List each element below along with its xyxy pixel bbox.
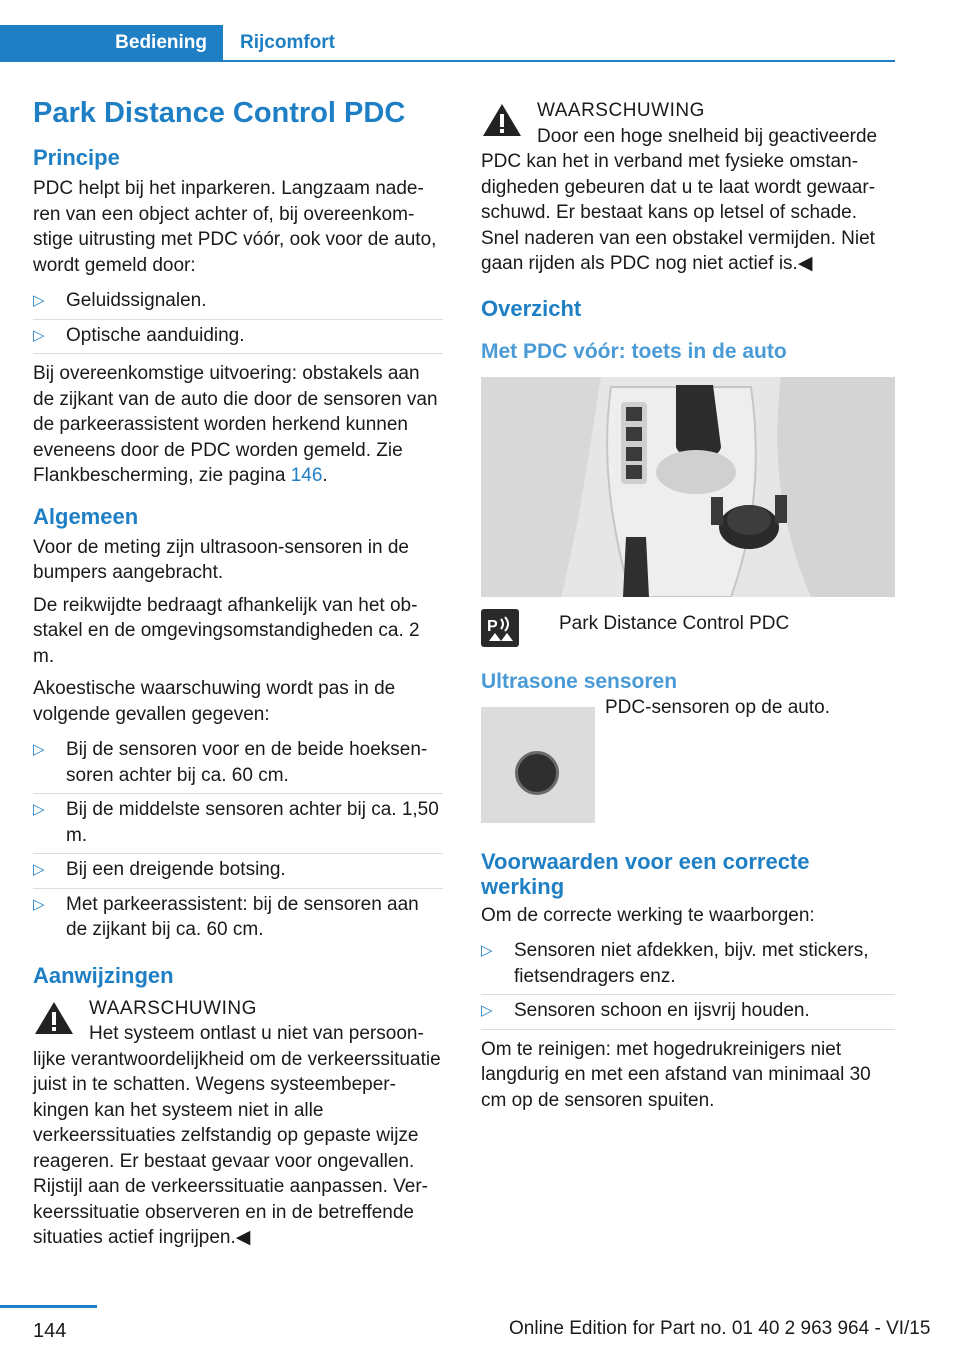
warning-text: Het systeem ontlast u niet van persoonlijke verantwoordelijkheid om de verkeerssituatie juist in te schatten. Wegens systeembeperkingen kan het systeem niet in alle verkeerssituaties zelfstandig op gepaste wijze reageren. Er bestaat gevaar voor ongevallen. Rijstijl aan de verkeerssituatie aanpassen. Verkeerssituatie observeren en in de betreffende situaties actief ingrijpen.◀ <box>33 1023 441 1248</box>
console-illustration <box>481 377 895 597</box>
triangle-bullet-icon: ▷ <box>33 801 45 818</box>
heading-voorwaarden: Voorwaarden voor een correcte werking <box>481 848 810 899</box>
warning-triangle-icon <box>33 1000 75 1036</box>
heading-principe: Principe <box>33 145 120 170</box>
right-column <box>481 96 895 1120</box>
heading-met-pdc: Met PDC vóór: toets in de auto <box>481 339 787 363</box>
tab-rijcomfort[interactable] <box>240 25 335 61</box>
warning-triangle-icon <box>481 102 523 138</box>
paragraph: Akoestische waarschuwing wordt pas in de volgende gevallen gegeven: <box>33 678 396 725</box>
paragraph: Om te reinigen: met hogedrukreinigers niet langdurig en met een afstand van minimaal 30 cm op de sensoren spuiten. <box>481 1038 871 1111</box>
chapter-tabs <box>0 25 895 63</box>
svg-text:P: P <box>487 617 498 635</box>
triangle-bullet-icon: ▷ <box>481 942 493 959</box>
warning-title: WAARSCHUWING <box>537 100 705 121</box>
list-item: ▷ Sensoren niet afdekken, bijv. met stickers, fietsendragers enz. <box>481 935 895 995</box>
paragraph: Bij overeenkomstige uitvoering: obstakels aan de zijkant van de auto die door de sensoren van de parkeerassistent worden herkend kunnen eveneens door de PDC worden gemeld. Zie Flankbescherming, zie pagina 146. <box>33 363 438 486</box>
sensor-figure <box>481 696 895 823</box>
paragraph: De reikwijdte bedraagt afhankelijk van het obstakel en de omgevingsomstandigheden ca. 2 m. <box>33 594 420 667</box>
page-link[interactable]: 146 <box>290 465 323 486</box>
warning-title: WAARSCHUWING <box>89 997 257 1019</box>
left-column <box>33 96 443 1259</box>
heading-algemeen: Algemeen <box>33 503 139 529</box>
list-item: ▷ Optische aanduiding. <box>33 320 443 355</box>
sensor-image <box>481 707 595 823</box>
triangle-bullet-icon: ▷ <box>33 895 45 913</box>
tab-bediening[interactable] <box>0 25 223 61</box>
triangle-bullet-icon: ▷ <box>33 741 45 758</box>
triangle-bullet-icon: ▷ <box>481 1002 493 1019</box>
warning-text: Door een hoge snelheid bij geactiveerde PDC kan het in verband met fysieke omstandigheden gebeuren dat u te laat wordt gewaarschuwd. Er bestaat kans op letsel of schade. Snel naderen van een obstakel vermijden. Niet gaan rijden als PDC nog niet actief is.◀ <box>481 125 878 274</box>
warning-box <box>481 96 895 277</box>
pdc-icon <box>481 609 519 647</box>
page-number: 144 <box>33 1320 67 1342</box>
list-item: ▷ Geluidssignalen. <box>33 285 443 320</box>
bullet-list <box>33 285 443 354</box>
bullet-list <box>481 935 895 1030</box>
caption-text: Park Distance Control PDC <box>559 612 790 634</box>
list-item: ▷ Bij de sensoren voor en de beide hoeksensoren achter bij ca. 60 cm. <box>33 734 443 794</box>
triangle-bullet-icon: ▷ <box>33 861 45 878</box>
page-title: Park Distance Control PDC <box>33 97 406 129</box>
triangle-bullet-icon: ▷ <box>33 292 45 309</box>
figure-caption <box>481 609 895 647</box>
list-item: ▷ Bij een dreigende botsing. <box>33 854 443 889</box>
heading-overzicht: Overzicht <box>481 295 582 321</box>
sensor-text: PDC-sensoren op de auto. <box>605 696 830 718</box>
car-interior-image <box>481 377 895 597</box>
list-item: ▷ Sensoren schoon en ijsvrij houden. <box>481 995 895 1030</box>
list-item: ▷ Met parkeerassistent: bij de sensoren aan de zijkant bij ca. 60 cm. <box>33 893 419 940</box>
warning-box <box>33 994 443 1251</box>
tab-divider <box>0 60 895 62</box>
paragraph: PDC helpt bij het inparkeren. Langzaam naderen van een object achter of, bij overeenkomstige uitrusting met PDC vóór, ook voor de auto, wordt gemeld door: <box>33 178 437 276</box>
tab-label: Bediening <box>115 32 207 53</box>
list-item: ▷ Bij de middelste sensoren achter bij ca. 1,50 m. <box>33 794 443 854</box>
paragraph: Om de correcte werking te waarborgen: <box>481 904 815 926</box>
triangle-bullet-icon: ▷ <box>33 326 45 344</box>
bullet-list <box>33 734 443 948</box>
heading-ultrasone: Ultrasone sensoren <box>481 669 678 693</box>
footer-rule <box>0 1305 97 1308</box>
heading-aanwijzingen: Aanwijzingen <box>33 962 174 988</box>
edition-text: Online Edition for Part no. 01 40 2 963 964 - VI/15 <box>509 1318 931 1339</box>
tab-label: Rijcomfort <box>240 32 335 53</box>
paragraph: Voor de meting zijn ultrasoon-sensoren in de bumpers aangebracht. <box>33 536 410 583</box>
sensor-dot <box>515 751 559 795</box>
